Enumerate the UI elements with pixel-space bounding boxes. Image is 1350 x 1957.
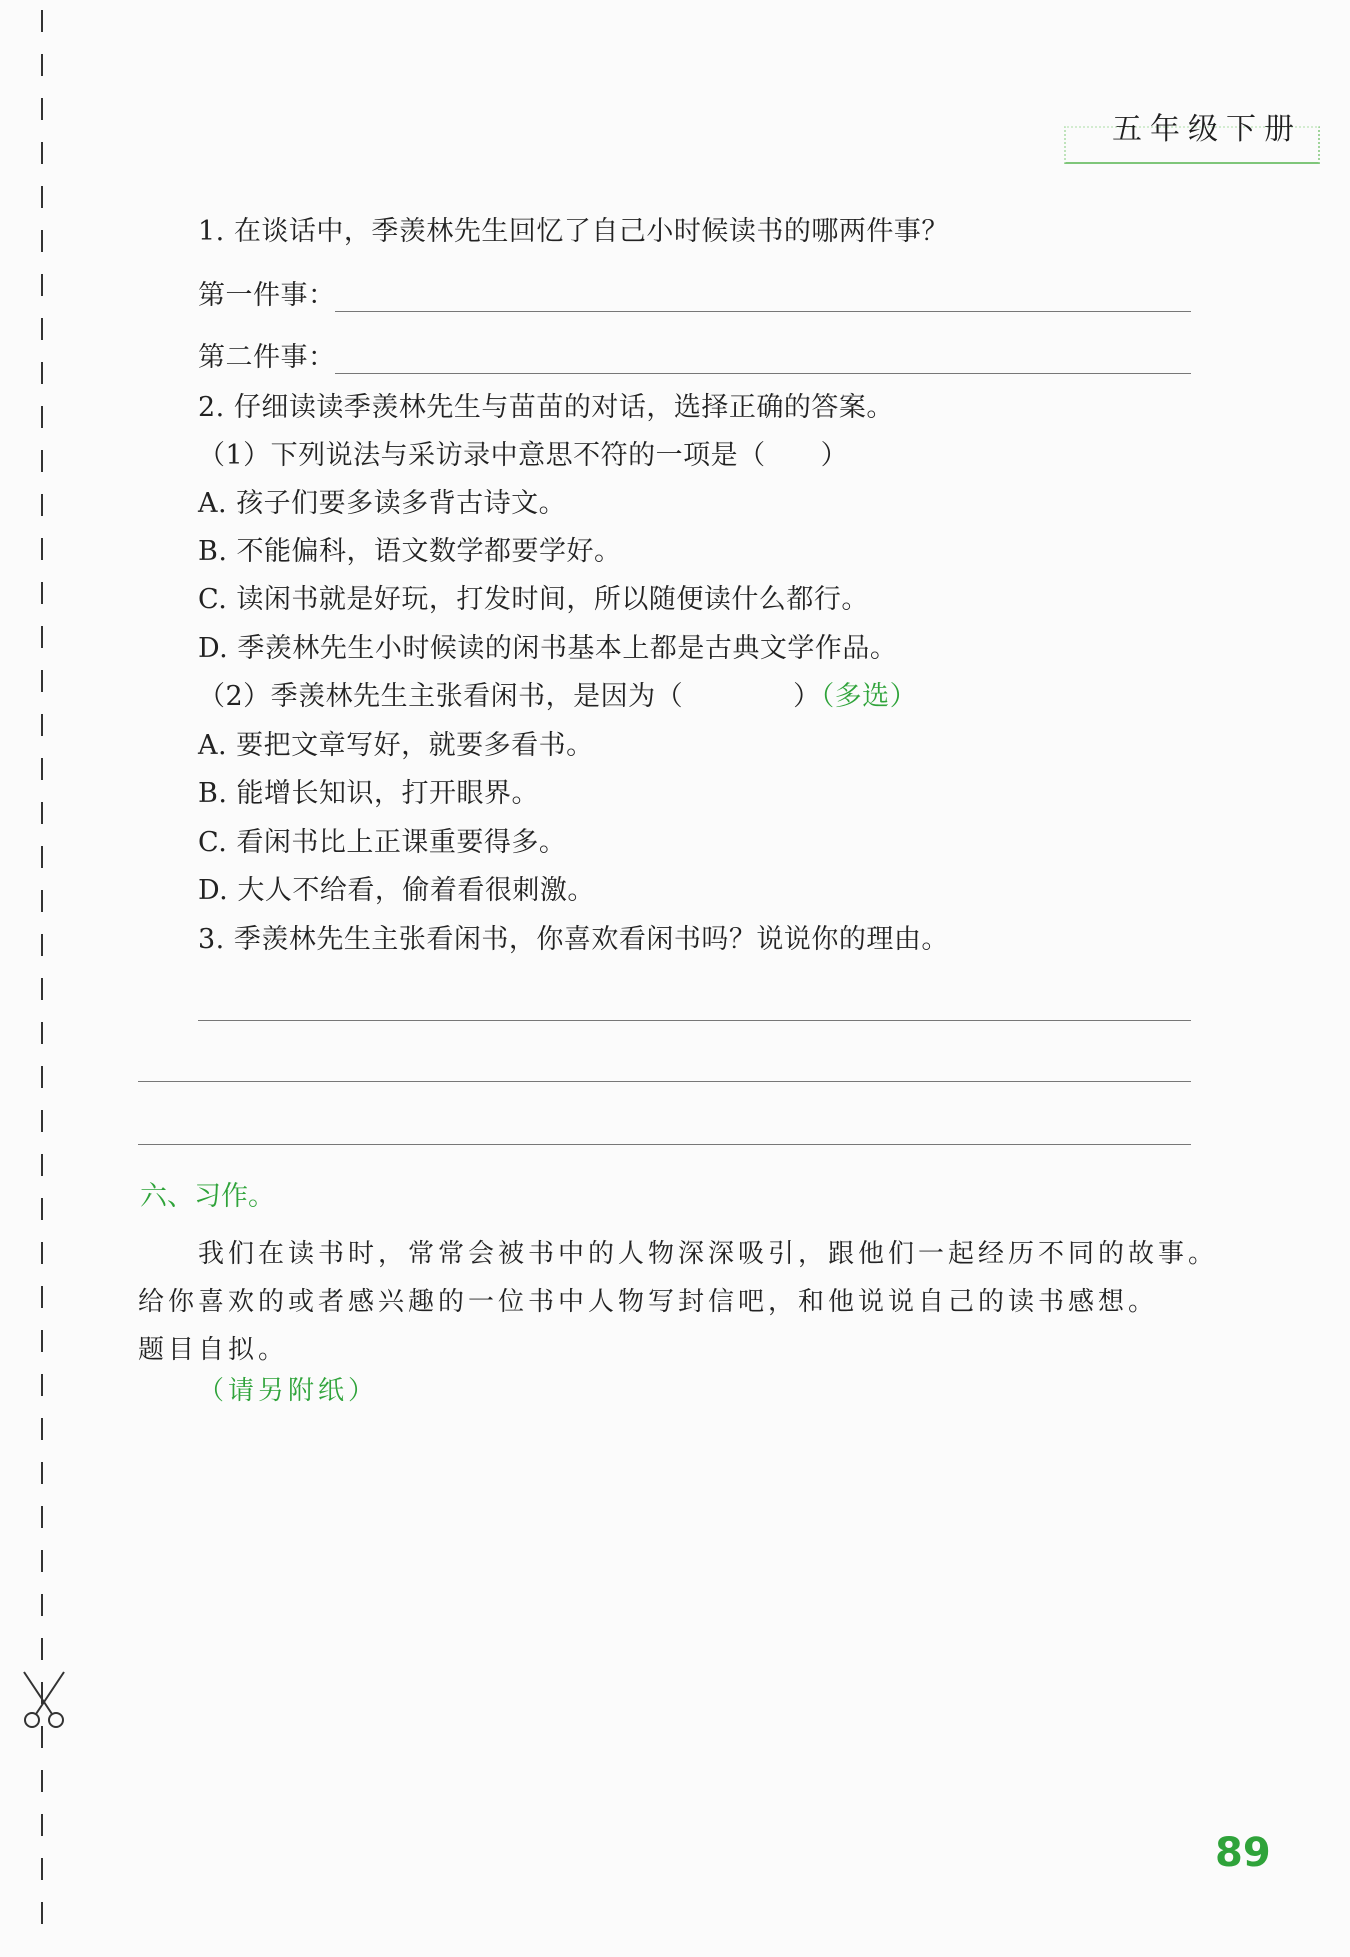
question-2: 2. 仔细读读季羡林先生与苗苗的对话，选择正确的答案。 [198, 392, 894, 423]
q2-1-option-a: A. 孩子们要多读多背古诗文。 [198, 488, 567, 519]
q2-1-option-b: B. 不能偏科，语文数学都要学好。 [198, 536, 622, 567]
q3-answer-line-3 [138, 1144, 1191, 1145]
q3-answer-line-1 [198, 1020, 1191, 1021]
q2-1-option-d: D. 季羡林先生小时候读的闲书基本上都是古典文学作品。 [198, 633, 898, 664]
question-2-1-stem: （1）下列说法与采访录中意思不符的一项是（ ） [198, 440, 849, 471]
scissors-icon [16, 1670, 72, 1730]
question-2-2-text: （2）季羡林先生主张看闲书，是因为（ ） [198, 681, 821, 712]
second-event-answer-line [335, 373, 1191, 374]
question-3: 3. 季羡林先生主张看闲书，你喜欢看闲书吗？说说你的理由。 [198, 924, 949, 955]
composition-line-1: 我们在读书时，常常会被书中的人物深深吸引，跟他们一起经历不同的故事。 [198, 1239, 1219, 1269]
grade-title: 五年级下册 [1112, 112, 1302, 147]
first-event-label: 第一件事： [198, 280, 336, 311]
q2-2-option-b: B. 能增长知识，打开眼界。 [198, 778, 540, 809]
q2-2-option-a: A. 要把文章写好，就要多看书。 [198, 730, 594, 761]
composition-line-2: 给你喜欢的或者感兴趣的一位书中人物写封信吧，和他说说自己的读书感想。 [138, 1287, 1159, 1317]
attach-paper-note: （请另附纸） [198, 1376, 379, 1406]
q2-2-option-d: D. 大人不给看，偷着看很刺激。 [198, 875, 595, 906]
composition-line-3: 题目自拟。 [138, 1335, 289, 1365]
multi-select-note: （多选） [820, 681, 918, 712]
page-number: 89 [1215, 1830, 1271, 1876]
q3-answer-line-2 [138, 1081, 1191, 1082]
question-1: 1. 在谈话中，季羡林先生回忆了自己小时候读书的哪两件事？ [198, 216, 949, 247]
cut-line [38, 10, 46, 1940]
q2-2-option-c: C. 看闲书比上正课重要得多。 [198, 827, 567, 858]
question-2-2-stem [198, 679, 917, 715]
q2-1-option-c: C. 读闲书就是好玩，打发时间，所以随便读什么都行。 [198, 584, 869, 615]
second-event-label: 第二件事： [198, 342, 336, 373]
first-event-answer-line [335, 311, 1191, 312]
section-6-title: 六、习作。 [140, 1181, 275, 1212]
